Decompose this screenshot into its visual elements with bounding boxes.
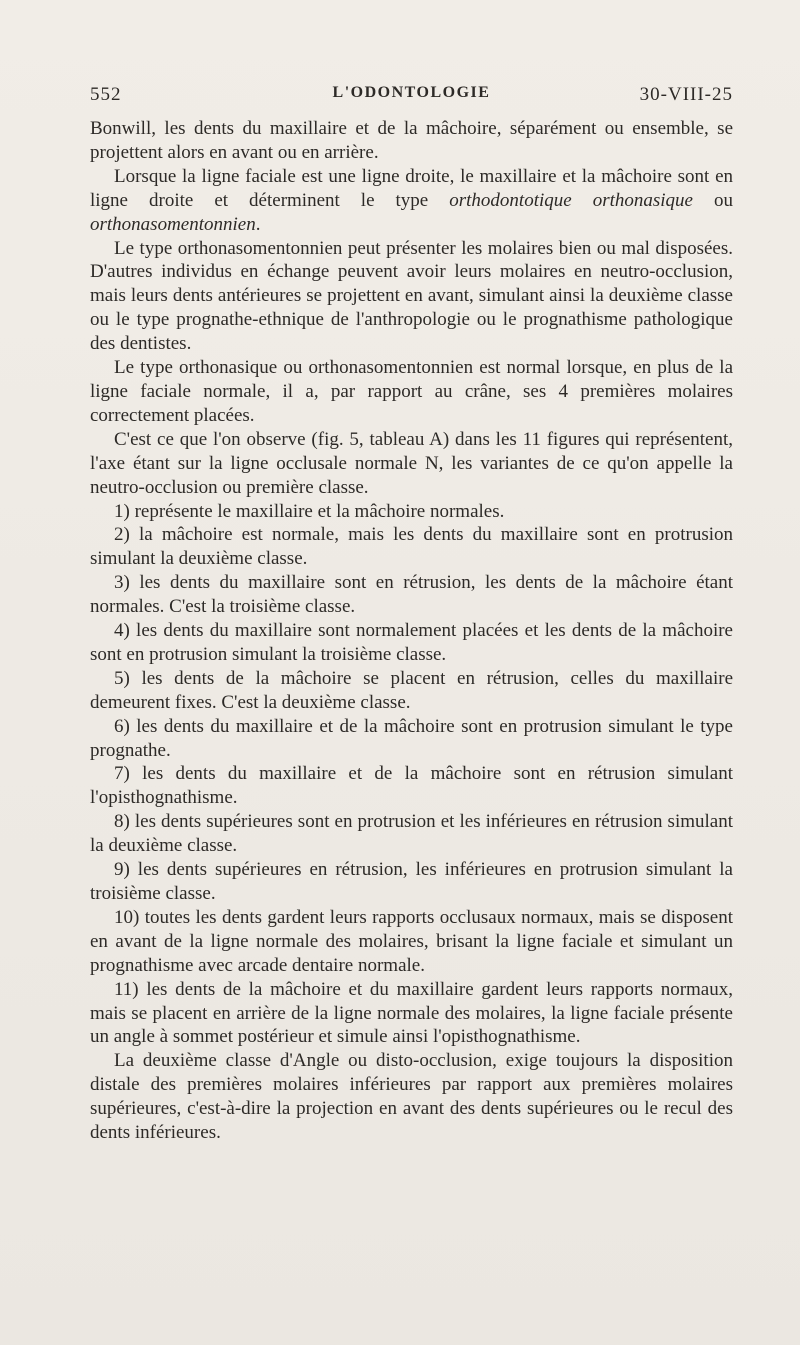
list-item-3: 3) les dents du maxillaire sont en rétrusion, les dents de la mâchoire étant normales. C'est la troisième classe.: [90, 572, 733, 618]
paragraph-final: La deuxième classe d'Angle ou disto-occlusion, exige toujours la disposition distale des premières molaires inférieures par rapport aux premières molaires supérieures, c'est-à-dire la projection en avant des dents supérieures ou le recul des dents inférieures.: [90, 1050, 733, 1144]
list-item-8: 8) les dents supérieures sont en protrusion et les inférieures en rétrusion simulant la deuxième classe.: [90, 811, 733, 857]
paragraph-2-end: .: [255, 213, 261, 235]
list-item-10: 10) toutes les dents gardent leurs rapports occlusaux normaux, mais se disposent en avant de la ligne normale des molaires, brisant la ligne faciale et simulant un prognathisme avec arcade dentaire normale.: [90, 906, 733, 976]
list-item-7: 7) les dents du maxillaire et de la mâchoire sont en rétrusion simulant l'opisthognathisme.: [90, 763, 733, 809]
list-item-6: 6) les dents du maxillaire et de la mâchoire sont en protrusion simulant le type prognathe.: [90, 715, 733, 761]
list-item-2: 2) la mâchoire est normale, mais les dents du maxillaire sont en protrusion simulant la deuxième classe.: [90, 524, 733, 570]
body-text: [90, 117, 733, 1145]
page-number: 552: [90, 84, 122, 105]
page-header: [90, 84, 733, 108]
paragraph-1: Bonwill, les dents du maxillaire et de la mâchoire, séparément ou ensemble, se projettent alors en avant ou en arrière.: [90, 118, 733, 163]
paragraph-3: Le type orthonasomentonnien peut présenter les molaires bien ou mal disposées. D'autres individus en échange peuvent avoir leurs molaires en neutro-occlusion, mais leurs dents antérieures se projettent en avant, simulant ainsi la deuxième classe ou le type prognathe-ethnique de l'anthropologie ou le prognathisme pathologique des dentistes.: [90, 237, 733, 355]
paragraph-2-joiner: ou: [692, 189, 733, 211]
paragraph-4: Le type orthonasique ou orthonasomentonnien est normal lorsque, en plus de la ligne faciale normale, il a, par rapport au crâne, ses 4 premières molaires correctement placées.: [90, 357, 733, 426]
term-orthonasomentonnien: orthonasomentonnien: [90, 213, 256, 235]
list-item-1: 1) représente le maxillaire et la mâchoire normales.: [114, 500, 505, 522]
list-item-4: 4) les dents du maxillaire sont normalement placées et les dents de la mâchoire sont en protrusion simulant la troisième classe.: [90, 620, 733, 665]
running-title: L'ODONTOLOGIE: [332, 84, 491, 101]
paragraph-5: C'est ce que l'on observe (fig. 5, tableau A) dans les 11 figures qui représentent, l'axe étant sur la ligne occlusale normale N, les variantes de ce qu'on appelle la neutro-occlusion ou première classe.: [90, 428, 733, 498]
term-orthodontotique-orthonasique: orthodontotique orthonasique: [449, 189, 693, 211]
issue-date: 30-VIII-25: [639, 84, 733, 105]
list-item-5: 5) les dents de la mâchoire se placent en rétrusion, celles du maxillaire demeurent fixes. C'est la deuxième classe.: [90, 667, 733, 713]
paragraph-2: [90, 165, 733, 237]
list-item-9: 9) les dents supérieures en rétrusion, les inférieures en protrusion simulant la troisième classe.: [90, 859, 733, 904]
paragraph-2-text: Lorsque la ligne faciale est une ligne droite, le maxillaire et la mâchoire sont en ligne droite et déterminent le type: [90, 165, 733, 211]
list-item-11: 11) les dents de la mâchoire et du maxillaire gardent leurs rapports normaux, mais se placent en arrière de la ligne normale des molaires, la ligne faciale présente un angle à sommet postérieur et simule ainsi l'opisthognathisme.: [90, 978, 733, 1048]
